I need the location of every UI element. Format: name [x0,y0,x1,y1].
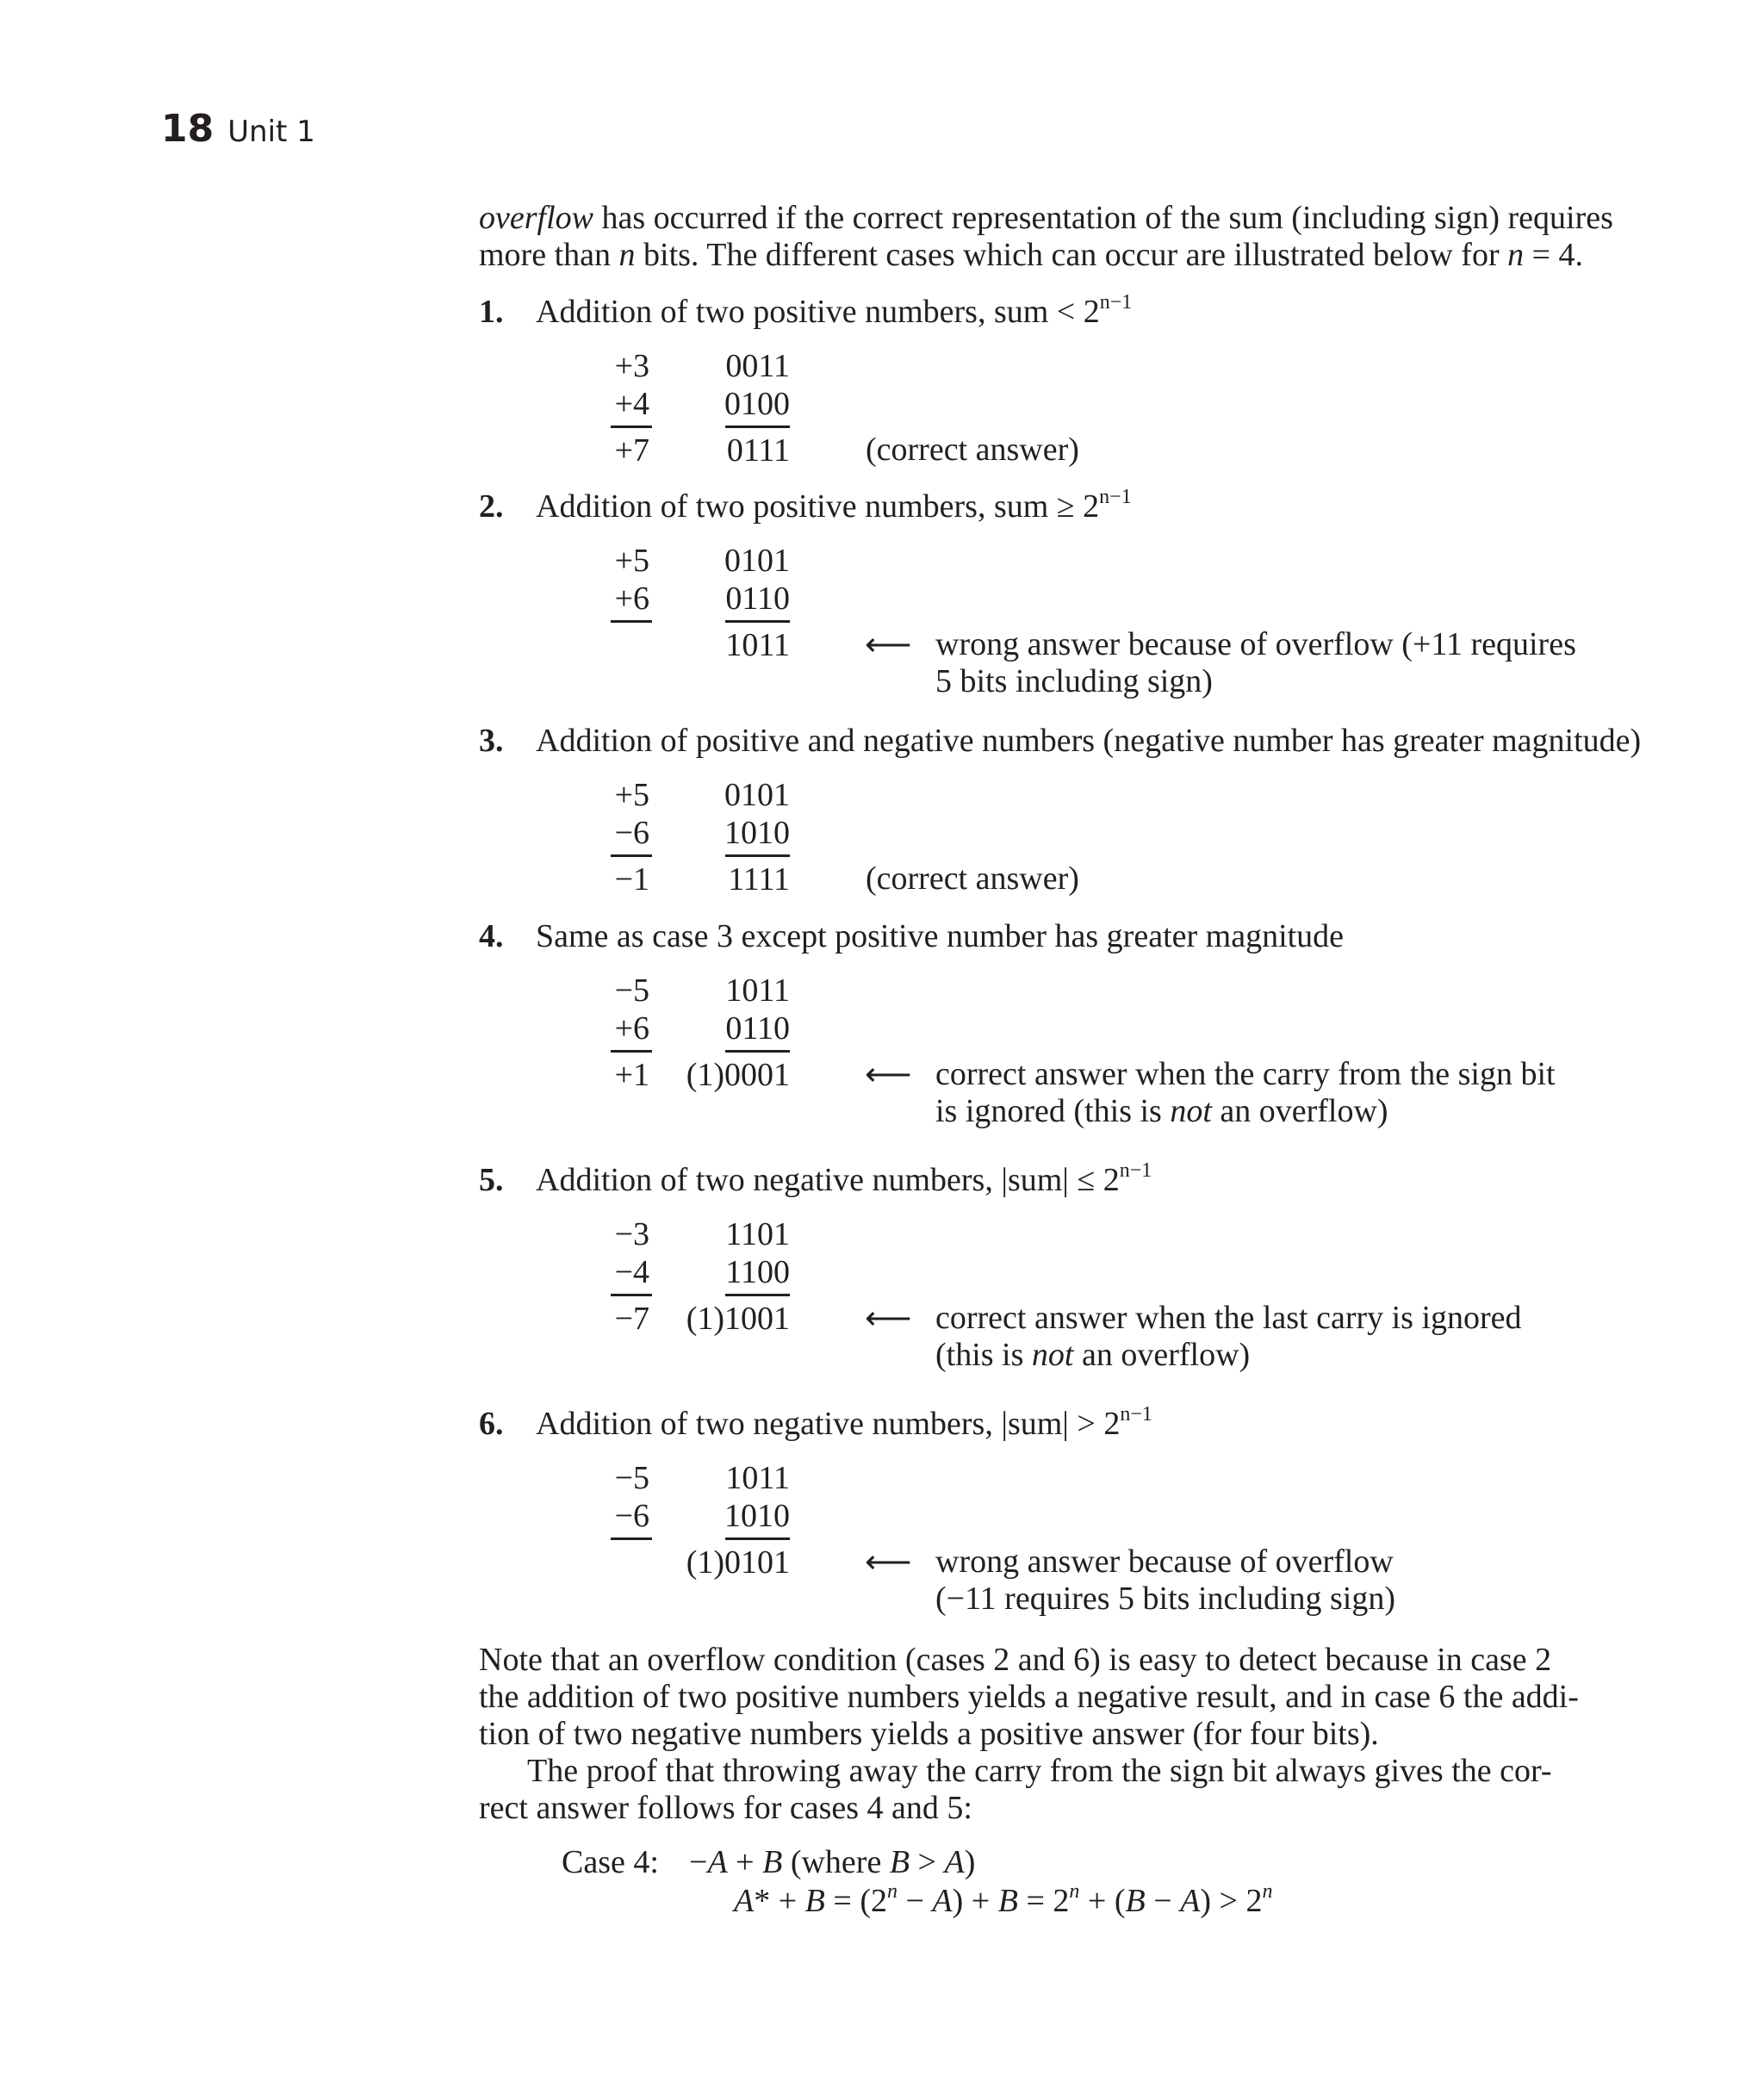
operand-sum-rule-1 [611,426,652,428]
operand-1-3: +7 [614,432,649,469]
page-header [161,107,315,151]
binary-4-2: 0110 [725,1010,790,1047]
operand-5-3: −7 [614,1301,649,1337]
binary-4-3: (1)0001 [686,1057,790,1093]
case-note-5-line-2: (this is not an overflow) [935,1337,1251,1373]
operand-sum-rule-2 [611,620,652,623]
left-arrow-icon: ⟵ [865,1301,912,1337]
note-line-2: the addition of two positive numbers yields a negative result, and in case 6 the addi- [479,1679,1579,1715]
operand-sum-rule-4 [611,1050,652,1053]
intro-line-2: more than n bits. The different cases which can occur are illustrated below for n = 4. [479,237,1584,273]
case-number: 6. [479,1406,504,1442]
binary-sum-rule-4 [725,1050,790,1053]
operand-2-2: +6 [614,581,649,617]
proof-line-2: rect answer follows for cases 4 and 5: [479,1790,972,1826]
binary-3-2: 1010 [724,815,790,851]
case-note-1-line-1: (correct answer) [866,432,1079,468]
binary-3-3: 1111 [728,861,790,898]
operand-6-1: −5 [614,1460,649,1496]
operand-4-2: +6 [614,1010,649,1047]
note-line-1: Note that an overflow condition (cases 2 and 6) is easy to detect because in case 2 [479,1642,1552,1678]
case-description: Addition of two negative numbers, $|sum| > 2^{n-1}$ [536,1403,1152,1442]
operand-4-3: +1 [614,1057,649,1093]
operand-3-1: +5 [614,777,649,813]
note-line-3: tion of two negative numbers yields a positive answer (for four bits). [479,1716,1379,1752]
case-note-6-line-2: (−11 requires 5 bits including sign) [935,1581,1396,1617]
operand-2-1: +5 [614,543,649,579]
binary-2-1: 0101 [724,543,790,579]
case-description: Addition of two positive numbers, sum ≥ $2^{n-1}$ [536,486,1132,525]
operand-5-2: −4 [614,1254,649,1290]
case-number: 5. [479,1162,504,1198]
operand-4-1: −5 [614,972,649,1009]
case-description: Addition of two negative numbers, $|sum| \le 2^{n-1}$ [536,1159,1152,1198]
left-arrow-icon: ⟵ [865,1544,912,1581]
note-paragraph [479,1642,1603,1753]
case-description: Addition of two positive numbers, sum < $2^{n-1}$ [536,291,1133,330]
page-number: 18 [161,107,214,151]
binary-6-3: (1)0101 [686,1544,790,1581]
binary-2-3: 1011 [725,627,790,663]
case-number: 3. [479,723,504,759]
operand-sum-rule-5 [611,1294,652,1296]
case-note-4-line-1: correct answer when the carry from the sign bit [935,1056,1556,1092]
binary-5-2: 1100 [725,1254,790,1290]
case-number: 2. [479,488,504,525]
operand-1-2: +4 [614,386,649,422]
case-number: 1. [479,294,504,330]
case-number: 4. [479,918,504,954]
binary-6-1: 1011 [725,1460,790,1496]
binary-6-2: 1010 [724,1498,790,1534]
case-note-2-line-1: wrong answer because of overflow (+11 requires [935,626,1576,662]
binary-1-3: 0111 [726,432,790,469]
binary-5-3: (1)1001 [686,1301,790,1337]
binary-sum-rule-3 [725,854,790,857]
binary-4-1: 1011 [725,972,790,1009]
case-description: Addition of positive and negative numbers (negative number has greater magnitude) [536,723,1642,759]
proof-paragraph [479,1753,1603,1827]
case-note-6-line-1: wrong answer because of overflow [935,1544,1394,1580]
binary-sum-rule-2 [725,620,790,623]
operand-1-1: +3 [614,348,649,384]
operand-5-1: −3 [614,1216,649,1252]
binary-1-1: 0011 [725,348,790,384]
binary-sum-rule-6 [725,1537,790,1540]
intro-paragraph [479,200,1613,274]
unit-label: Unit 1 [227,115,315,149]
case4-proof-line-1: −A + B (where B > A) [689,1844,976,1880]
operand-3-3: −1 [614,861,649,898]
case-note-5-line-1: correct answer when the last carry is ignored [935,1300,1522,1336]
case4-proof-label: Case 4: [562,1844,659,1880]
left-arrow-icon: ⟵ [865,627,912,663]
operand-6-2: −6 [614,1498,649,1534]
overflow-term: overflow [479,200,593,236]
case4-proof-line-2: A* + B = (2$^n$ − A) + B = 2$^n$ + (B − A) > 2$^n$ [734,1880,1273,1919]
intro-line-1: overflow has occurred if the correct representation of the sum (including sign) requires [479,200,1613,236]
proof-line-1: The proof that throwing away the carry from the sign bit always gives the cor- [527,1753,1552,1789]
operand-sum-rule-6 [611,1537,652,1540]
left-arrow-icon: ⟵ [865,1057,912,1093]
binary-1-2: 0100 [724,386,790,422]
binary-sum-rule-1 [725,426,790,428]
case-note-2-line-2: 5 bits including sign) [935,663,1213,699]
binary-2-2: 0110 [725,581,790,617]
binary-5-1: 1101 [725,1216,790,1252]
operand-3-2: −6 [614,815,649,851]
case-description: Same as case 3 except positive number has greater magnitude [536,918,1345,954]
case-note-3-line-1: (correct answer) [866,860,1079,897]
binary-3-1: 0101 [724,777,790,813]
case-note-4-line-2: is ignored (this is not an overflow) [935,1093,1388,1129]
binary-sum-rule-5 [725,1294,790,1296]
operand-sum-rule-3 [611,854,652,857]
